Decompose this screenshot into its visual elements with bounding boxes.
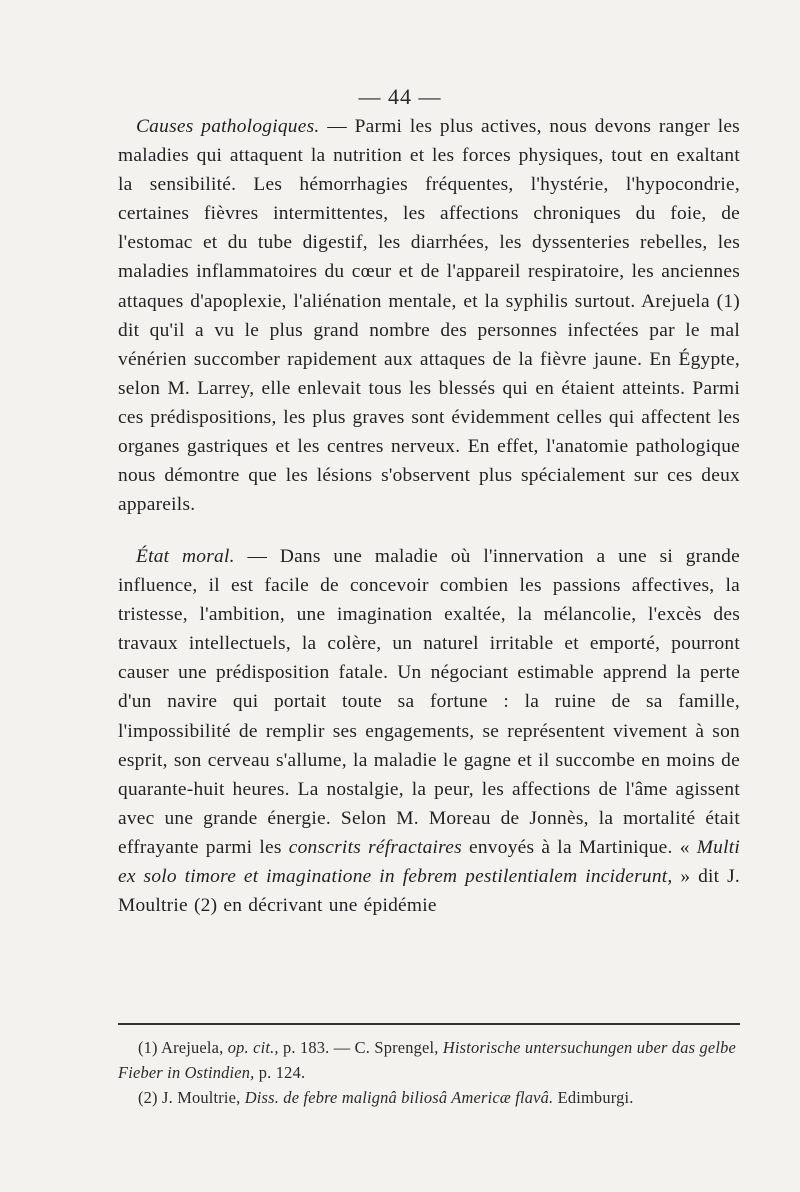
- italic-phrase: conscrits réfractaires: [288, 836, 462, 858]
- footnote-title: Diss. de febre malignâ biliosâ Americæ flavâ.: [244, 1088, 554, 1107]
- paragraph-moral-state: [118, 542, 740, 920]
- footnote-text: p. 124.: [254, 1063, 306, 1082]
- page-number: — 44 —: [358, 84, 442, 109]
- paragraph-heading: État moral.: [136, 546, 235, 567]
- footnote-divider: [118, 1023, 740, 1025]
- footnote-marker: (1): [138, 1038, 158, 1057]
- footnote-author: J. Moultrie,: [157, 1088, 245, 1107]
- latin-quote: Multi ex solo timore et imaginatione in febrem pestilentialem inciderunt,: [118, 836, 740, 888]
- paragraph-text: » dit J. Moultrie (2) en décrivant une épidémie: [118, 866, 740, 917]
- footnote-ref: op. cit.,: [227, 1038, 279, 1057]
- footnote-text: p. 183. — C. Sprengel,: [278, 1038, 443, 1057]
- paragraph-text: — Dans une maladie où l'innervation a une si grande influence, il est facile de concevoir combien les passions affectives, la tristesse, l'ambition, une imagination exaltée, la mélancolie, l'excès des travaux intellectuels, la colère, un naturel irritable et emporté, pourront causer une prédisposition fatale. Un négociant estimable apprend la perte d'un navire qui portait toute sa fortune : la ruine de sa famille, l'impossibilité de remplir ses engagements, se représentent vivement à son esprit, son cerveau s'allume, la maladie le gagne et il succombe en moins de quarante-huit heures. La nostalgie, la peur, les affections de l'âme agissent avec une grande énergie. Selon M. Moreau de Jonnès, la mortalité était effrayante parmi les: [118, 546, 740, 858]
- paragraph-pathological-causes: [118, 112, 740, 519]
- paragraph-text: — Parmi les plus actives, nous devons ranger les maladies qui attaquent la nutrition et les forces physiques, tout en exaltant la sensibilité. Les hémorrhagies fréquentes, l'hystérie, l'hypocondrie, certaines fièvres intermittentes, les affections chroniques du foie, de l'estomac et du tube digestif, les diarrhées, les dyssenteries rebelles, les maladies inflammatoires du cœur et de l'appareil respiratoire, les anciennes attaques d'apoplexie, l'aliénation mentale, et la syphilis surtout. Arejuela (1) dit qu'il a vu le plus grand nombre des personnes infectées par le mal vénérien succomber rapidement aux attaques de la fièvre jaune. En Égypte, selon M. Larrey, elle enlevait tous les blessés qui en étaient atteints. Parmi ces prédispositions, les plus graves sont évidemment celles qui affectent les organes gastriques et les centres nerveux. En effet, l'anatomie pathologique nous démontre que les lésions s'observent plus spécialement sur ces deux appareils.: [118, 116, 740, 516]
- paragraph-heading: Causes pathologiques.: [136, 116, 320, 137]
- footnote-text: Edimburgi.: [553, 1088, 634, 1107]
- footnote: [118, 1035, 740, 1085]
- paragraph-text: envoyés à la Martinique. «: [461, 836, 697, 858]
- footnote: [118, 1085, 740, 1110]
- footnote-marker: (2): [138, 1088, 158, 1107]
- footnote-author: Arejuela,: [157, 1038, 228, 1057]
- footnote-title: Historische untersuchungen uber das gelbe Fieber in Ostindien,: [118, 1038, 737, 1082]
- footnotes: [118, 1035, 740, 1110]
